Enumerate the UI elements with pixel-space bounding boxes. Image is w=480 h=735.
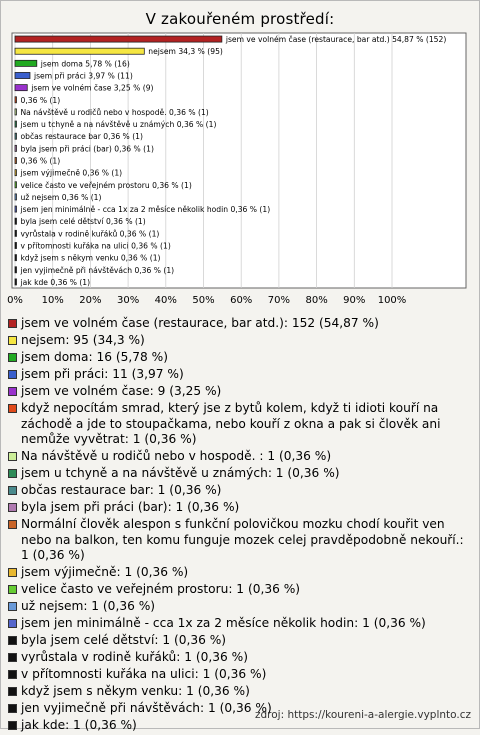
legend-item [8,384,470,400]
x-tick-label: 10% [41,295,64,306]
legend-swatch [8,452,17,461]
bar-label: nejsem 34,3 % (95) [148,47,223,57]
legend-swatch [8,520,17,529]
legend-item [8,449,470,465]
legend-swatch [8,670,17,679]
legend-item [8,599,470,615]
bar [15,48,144,54]
legend-item [8,565,470,581]
legend-swatch [8,585,17,594]
bar-label: vyrůstala v rodině kuřáků 0,36 % (1) [20,229,160,239]
legend-label: Na návštěvě u rodičů nebo v hospodě. : 1 (0,36 %) [21,449,332,463]
x-tick-label: 0% [7,295,23,306]
bar-label: jak kde 0,36 % (1) [20,277,91,287]
bar [15,182,17,188]
legend-label: jsem doma: 16 (5,78 %) [21,350,168,364]
bar-plot [0,0,480,310]
legend [8,316,470,735]
bar-label: jen vyjimečně při návštěvách 0,36 % (1) [20,265,175,275]
bar [15,97,17,103]
x-tick-label: 100% [377,295,407,306]
legend-swatch [8,602,17,611]
bar-label: když jsem s někym venku 0,36 % (1) [20,253,161,263]
legend-swatch [8,704,17,713]
legend-label: byla jsem celé dětství: 1 (0,36 %) [21,633,227,647]
bar-label: jsem při práci 3,97 % (11) [33,71,133,81]
legend-item [8,684,470,700]
legend-label: jen vyjimečně při návštěvách: 1 (0,36 %) [21,701,272,715]
legend-label: jsem ve volném čase: 9 (3,25 %) [21,384,222,398]
legend-label: nejsem: 95 (34,3 %) [21,333,145,347]
bar-label: 0,36 % (1) [20,156,61,166]
legend-label: jsem při práci: 11 (3,97 %) [21,367,184,381]
legend-swatch [8,568,17,577]
chart-title: V zakouřeném prostředí: [145,10,335,28]
legend-swatch [8,404,17,413]
legend-swatch [8,653,17,662]
bar-label: jsem doma 5,78 % (16) [40,59,130,69]
legend-label: jak kde: 1 (0,36 %) [21,718,137,732]
bar [15,72,30,78]
bar [15,121,17,127]
bar [15,206,17,212]
legend-item [8,633,470,649]
bar-label: Na návštěvě u rodičů nebo v hospodě. 0,36 % (1) [20,107,209,117]
bar [15,60,37,66]
bar [15,170,17,176]
legend-item [8,517,470,564]
legend-swatch [8,687,17,696]
legend-label: občas restaurace bar: 1 (0,36 %) [21,483,222,497]
legend-item [8,667,470,683]
bar-label: už nejsem 0,36 % (1) [20,192,102,202]
x-tick-label: 50% [192,295,215,306]
bar [15,230,17,236]
legend-label: vyrůstala v rodině kuřáků: 1 (0,36 %) [21,650,248,664]
legend-swatch [8,486,17,495]
bar-label: byla jsem celé dětství 0,36 % (1) [20,217,146,227]
legend-swatch [8,503,17,512]
bar [15,255,17,261]
legend-swatch [8,469,17,478]
legend-label: jsem výjimečně: 1 (0,36 %) [21,565,189,579]
legend-item [8,466,470,482]
bar-label: jsem ve volném čase (restaurace, bar atd.) 54,87 % (152) [225,35,447,45]
legend-label: jsem ve volném čase (restaurace, bar atd.): 152 (54,87 %) [21,316,379,330]
bar-label: občas restaurace bar 0,36 % (1) [20,132,143,142]
bar [15,267,17,273]
legend-item [8,350,470,366]
legend-swatch [8,619,17,628]
legend-item [8,500,470,516]
bar [15,157,17,163]
legend-item [8,483,470,499]
legend-label: jsem u tchyně a na návštěvě u známých: 1 (0,36 %) [21,466,340,480]
x-tick-label: 20% [79,295,102,306]
legend-item [8,401,470,448]
x-tick-label: 70% [267,295,291,306]
legend-item [8,333,470,349]
legend-item [8,650,470,666]
legend-swatch [8,353,17,362]
legend-swatch [8,370,17,379]
legend-item [8,582,470,598]
bar-label: jsem ve volném čase 3,25 % (9) [31,83,154,93]
bar [15,218,17,224]
x-tick-label: 30% [116,295,140,306]
x-tick-label: 80% [305,295,328,306]
legend-label: jsem jen minimálně - cca 1x za 2 měsíce několik hodin: 1 (0,36 %) [21,616,426,630]
bar [15,85,27,91]
legend-label: Normální člověk alespon s funkční polovičkou mozku chodí kouřit ven nebo na balkon, ten komu funguje mozek celej pravděpodobně nekouří.: 1 (0,36 %) [21,517,464,562]
bar-label: jsem jen minimálně - cca 1x za 2 měsíce několik hodin 0,36 % (1) [20,205,271,215]
bar [15,109,17,115]
bar-label: 0,36 % (1) [20,95,61,105]
bar [15,194,17,200]
legend-label: v přítomnosti kuřáka na ulici: 1 (0,36 %) [21,667,267,681]
legend-swatch [8,387,17,396]
source-credit: zdroj: https://koureni-a-alergie.vyplnto.cz [255,709,471,721]
bar-label: jsem u tchyně a na návštěvě u známých 0,36 % (1) [20,120,217,130]
legend-item [8,316,470,332]
legend-item [8,616,470,632]
bar [15,279,17,285]
x-tick-label: 90% [343,295,366,306]
legend-label: když nepocítám smrad, který jse z bytů kolem, když ti idioti kouří na záchodě a jde to stoupačkama, nebo kouří z okna a pak si člověk ani nemůže vyvětrat: 1 (0,36 %) [21,401,441,446]
bar-label: velice často ve veřejném prostoru 0,36 % (1) [20,180,192,190]
legend-swatch [8,636,17,645]
legend-swatch [8,319,17,328]
x-tick-label: 40% [154,295,177,306]
bar-label: byla jsem při práci (bar) 0,36 % (1) [20,144,154,154]
legend-label: když jsem s někym venku: 1 (0,36 %) [21,684,250,698]
legend-label: byla jsem při práci (bar): 1 (0,36 %) [21,500,240,514]
legend-label: velice často ve veřejném prostoru: 1 (0,36 %) [21,582,301,596]
bar [15,242,17,248]
bar [15,133,17,139]
bar-label: jsem výjimečně 0,36 % (1) [20,168,123,178]
bar-label: v přítomnosti kuřáka na ulici 0,36 % (1) [20,241,171,251]
bar [15,36,222,42]
legend-label: už nejsem: 1 (0,36 %) [21,599,156,613]
x-tick-label: 60% [230,295,253,306]
legend-item [8,367,470,383]
legend-swatch [8,336,17,345]
bar [15,145,17,151]
